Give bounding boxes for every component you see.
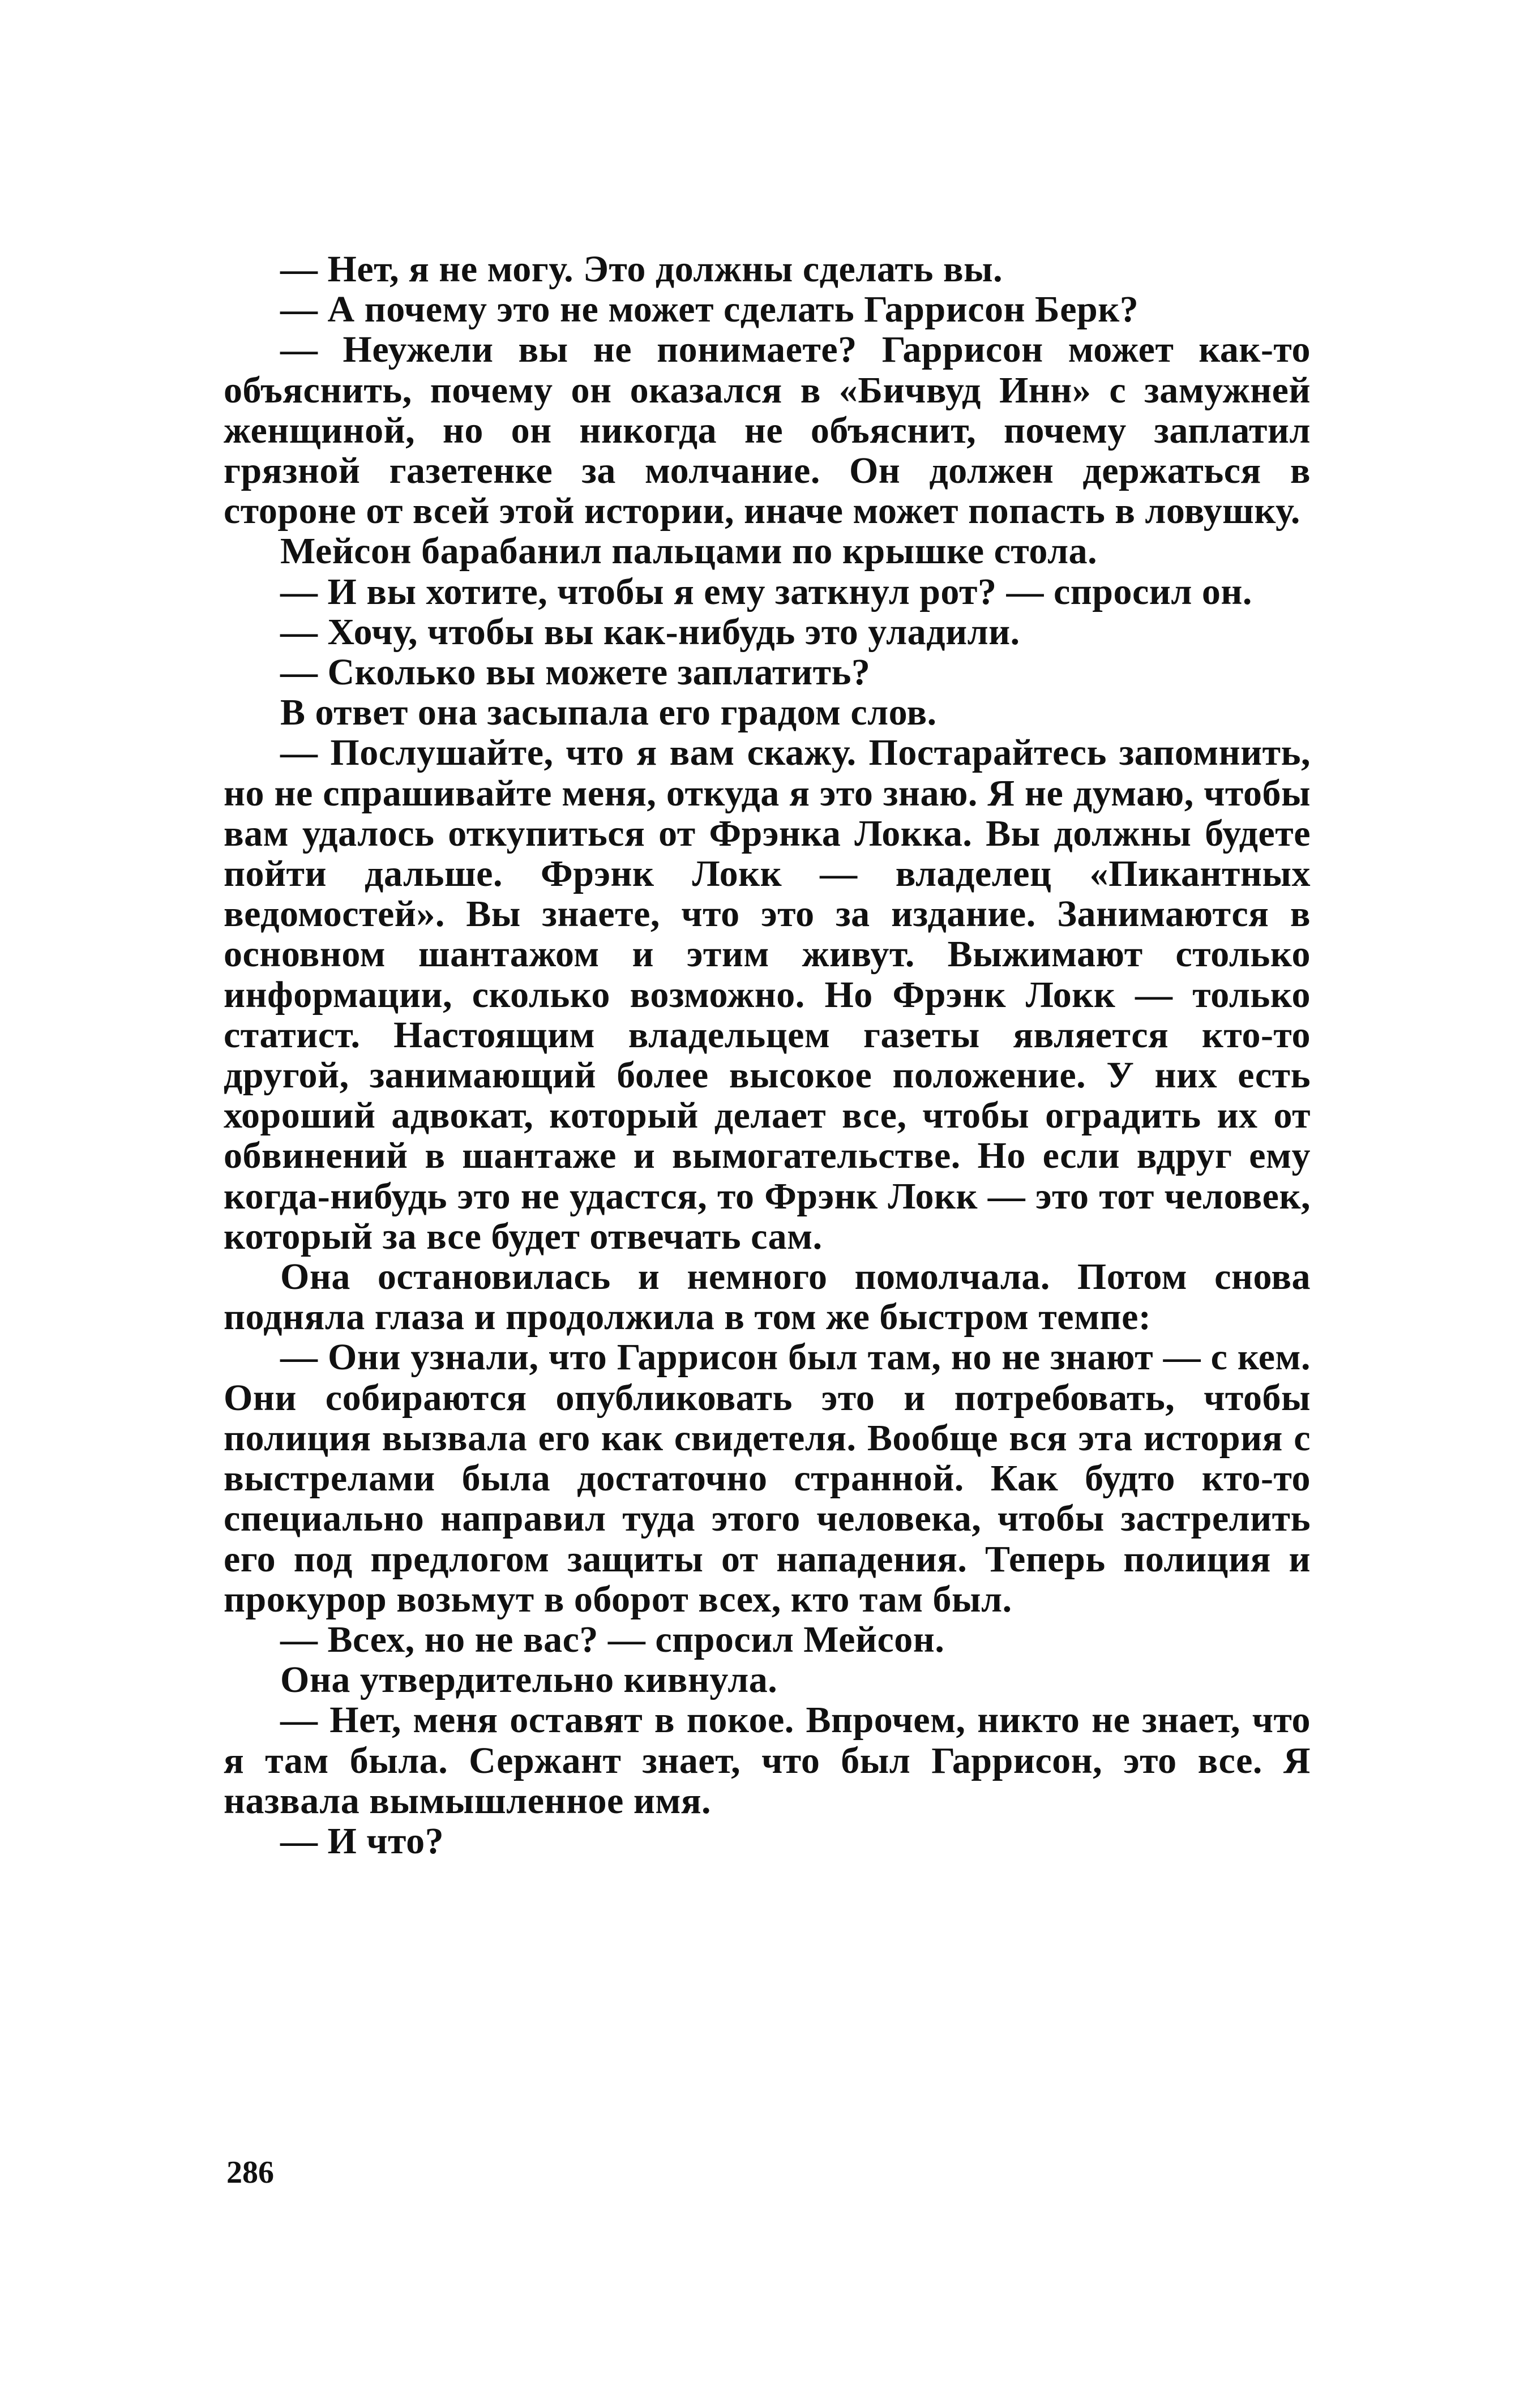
- body-text: [224, 249, 1311, 1861]
- paragraph: — И вы хотите, чтобы я ему заткнул рот? — спросил он.: [280, 571, 1252, 612]
- paragraph: Мейсон барабанил пальцами по крышке стола.: [280, 530, 1098, 572]
- paragraph: В ответ она засыпала его градом слов.: [280, 692, 937, 734]
- paragraph: — А почему это не может сделать Гаррисон Берк?: [280, 289, 1139, 331]
- paragraph: — И что?: [280, 1820, 444, 1862]
- paragraph: — Они узнали, что Гаррисон был там, но не знают — с кем. Они собираются опубликовать это и потребовать, чтобы полиция вызвала его как свидетеля. Вообще вся эта история с выстрелами была достаточно странной. Как будто кто-то специально направил туда этого человека, чтобы застрелить его под предлогом защиты от нападения. Теперь полиция и прокурор возьмут в оборот всех, кто там был.: [224, 1336, 1311, 1620]
- page-number: 286: [226, 2155, 274, 2190]
- paragraph: — Всех, но не вас? — спросил Мейсон.: [280, 1618, 945, 1660]
- paragraph: Она утвердительно кивнула.: [280, 1659, 778, 1701]
- paragraph: — Хочу, чтобы вы как-нибудь это уладили.: [280, 611, 1020, 653]
- paragraph: — Неужели вы не понимаете? Гаррисон может как-то объяснить, почему он оказался в «Бичвуд Инн» с замужней женщиной, но он никогда не объяснит, почему заплатил грязной газетенке за молчание. Он должен держаться в стороне от всей этой истории, иначе может попасть в ловушку.: [224, 329, 1311, 532]
- paragraph: — Нет, я не могу. Это должны сделать вы.: [280, 248, 1003, 290]
- paragraph: — Сколько вы можете заплатить?: [280, 652, 871, 693]
- paragraph: — Нет, меня оставят в покое. Впрочем, никто не знает, что я там была. Сержант знает, что был Гаррисон, это все. Я назвала вымышленное имя.: [224, 1699, 1311, 1822]
- paragraph: Она остановилась и немного помолчала. Потом снова подняла глаза и продолжила в том же быстром темпе:: [224, 1256, 1311, 1338]
- paragraph: — Послушайте, что я вам скажу. Постарайтесь запомнить, но не спрашивайте меня, откуда я это знаю. Я не думаю, чтобы вам удалось откупиться от Фрэнка Локка. Вы должны будете пойти дальше. Фрэнк Локк — владелец «Пикантных ведомостей». Вы знаете, что это за издание. Занимаются в основном шантажом и этим живут. Выжимают столько информации, сколько возможно. Но Фрэнк Локк — только статист. Настоящим владельцем газеты является кто-то другой, занимающий более высокое положение. У них есть хороший адвокат, который делает все, чтобы оградить их от обвинений в шантаже и вымогательстве. Но если вдруг ему когда-нибудь это не удастся, то Фрэнк Локк — это тот человек, который за все будет отвечать сам.: [224, 732, 1311, 1257]
